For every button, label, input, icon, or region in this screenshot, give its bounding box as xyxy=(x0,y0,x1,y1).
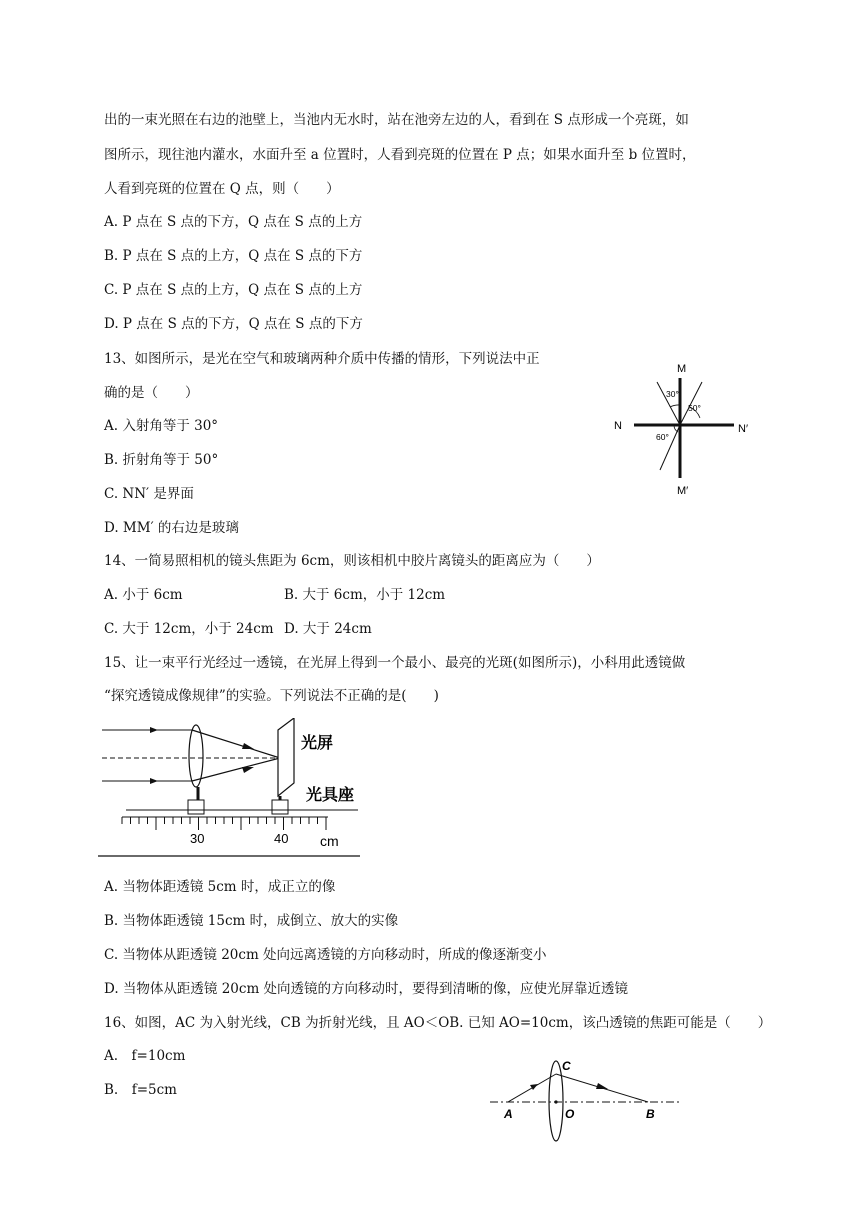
lens-holder xyxy=(188,800,204,814)
label-a: A xyxy=(504,1107,513,1121)
q15-option-c: C. 当物体从距透镜 20cm 处向远离透镜的方向移动时，所成的像逐渐变小 xyxy=(104,947,547,963)
q14-options-row-1 xyxy=(104,586,445,604)
q16-text-line-1: 16、如图，AC 为入射光线，CB 为折射光线，且 AO＜OB. 已知 AO=10cm，该凸透镜的焦距可能是（ ） xyxy=(104,1015,772,1031)
q12-option-b: B. P 点在 S 点的上方，Q 点在 S 点的下方 xyxy=(104,248,363,264)
q14-option-b: B. 大于 6cm，小于 12cm xyxy=(284,587,446,603)
q14-option-d: D. 大于 24cm xyxy=(284,621,372,637)
tick-label-30: 30 xyxy=(190,831,205,846)
label-b: B xyxy=(646,1107,655,1121)
label-n-prime: N′ xyxy=(738,423,749,435)
ruler-ticks xyxy=(122,817,326,830)
q13-option-a: A. 入射角等于 30° xyxy=(104,418,219,434)
label-o: O xyxy=(565,1107,575,1121)
arrow-cb xyxy=(596,1083,608,1089)
screen-holder xyxy=(272,800,288,814)
q12-text-line-2: 图所示，现往池内灌水，水面升至 a 位置时，人看到亮斑的位置在 P 点；如果水面升至 b 位置时， xyxy=(104,147,696,163)
label-angle-50: 50° xyxy=(688,403,701,413)
label-angle-60: 60° xyxy=(656,432,669,442)
q14-options-row-2 xyxy=(104,620,372,638)
ray-converge-top xyxy=(192,730,280,758)
q13-option-b: B. 折射角等于 50° xyxy=(104,452,219,468)
q14-option-c: C. 大于 12cm，小于 24cm xyxy=(104,621,274,637)
q12-option-d: D. P 点在 S 点的下方，Q 点在 S 点的下方 xyxy=(104,316,363,332)
q15-text-line-2: “探究透镜成像规律”的实验。下列说法不正确的是( ) xyxy=(104,688,439,704)
convex-lens xyxy=(189,725,203,787)
q12-text-line-1: 出的一束光照在右边的池壁上，当池内无水时，站在池旁左边的人，看到在 S 点形成一个亮斑，如 xyxy=(104,112,689,128)
label-bench: 光具座 xyxy=(306,787,355,804)
q12-option-c: C. P 点在 S 点的上方，Q 点在 S 点的上方 xyxy=(104,282,363,298)
q13-option-d: D. MM′ 的右边是玻璃 xyxy=(104,520,239,536)
label-m: M xyxy=(677,363,687,375)
q16-convex-lens-figure xyxy=(486,1058,686,1148)
q16-option-a: A. f=10cm xyxy=(104,1048,186,1064)
arrow-top xyxy=(150,727,158,733)
label-screen: 光屏 xyxy=(301,735,334,752)
tick-label-40: 40 xyxy=(274,831,289,846)
q13-option-c: C. NN′ 是界面 xyxy=(104,486,194,502)
q13-refraction-figure xyxy=(600,360,770,500)
q15-option-a: A. 当物体距透镜 5cm 时，成正立的像 xyxy=(104,879,336,895)
arrow-bottom xyxy=(150,778,158,784)
q15-optical-bench-figure xyxy=(98,718,368,863)
q14-option-a: A. 小于 6cm xyxy=(104,587,183,603)
q13-text-line-1: 13、如图所示，是光在空气和玻璃两种介质中传播的情形，下列说法中正 xyxy=(104,351,540,367)
arrow-ac xyxy=(530,1084,538,1090)
q16-option-b: B. f=5cm xyxy=(104,1082,177,1098)
ruler-unit: cm xyxy=(320,833,339,849)
light-screen xyxy=(278,718,294,796)
label-angle-30: 30° xyxy=(666,389,679,399)
q12-text-line-3: 人看到亮斑的位置在 Q 点，则（ ） xyxy=(104,181,340,197)
arrow-converge-bottom xyxy=(242,767,254,773)
q12-option-a: A. P 点在 S 点的下方，Q 点在 S 点的上方 xyxy=(104,214,363,230)
q15-option-b: B. 当物体距透镜 15cm 时，成倒立、放大的实像 xyxy=(104,913,399,929)
label-m-prime: M′ xyxy=(677,485,689,497)
q14-text-line-1: 14、一简易照相机的镜头焦距为 6cm，则该相机中胶片离镜头的距离应为（ ） xyxy=(104,553,600,569)
optical-center-dot xyxy=(554,1100,557,1103)
q13-text-line-2: 确的是（ ） xyxy=(104,385,199,401)
label-c: C xyxy=(562,1059,571,1073)
arrow-converge-top xyxy=(242,743,254,749)
label-n: N xyxy=(614,420,622,432)
ray-converge-bottom xyxy=(192,758,280,781)
q15-text-line-1: 15、让一束平行光经过一透镜，在光屏上得到一个最小、最亮的光斑(如图所示)，小科用此透镜做 xyxy=(104,655,686,671)
q15-option-d: D. 当物体从距透镜 20cm 处向透镜的方向移动时，要得到清晰的像，应使光屏靠近透镜 xyxy=(104,981,629,997)
